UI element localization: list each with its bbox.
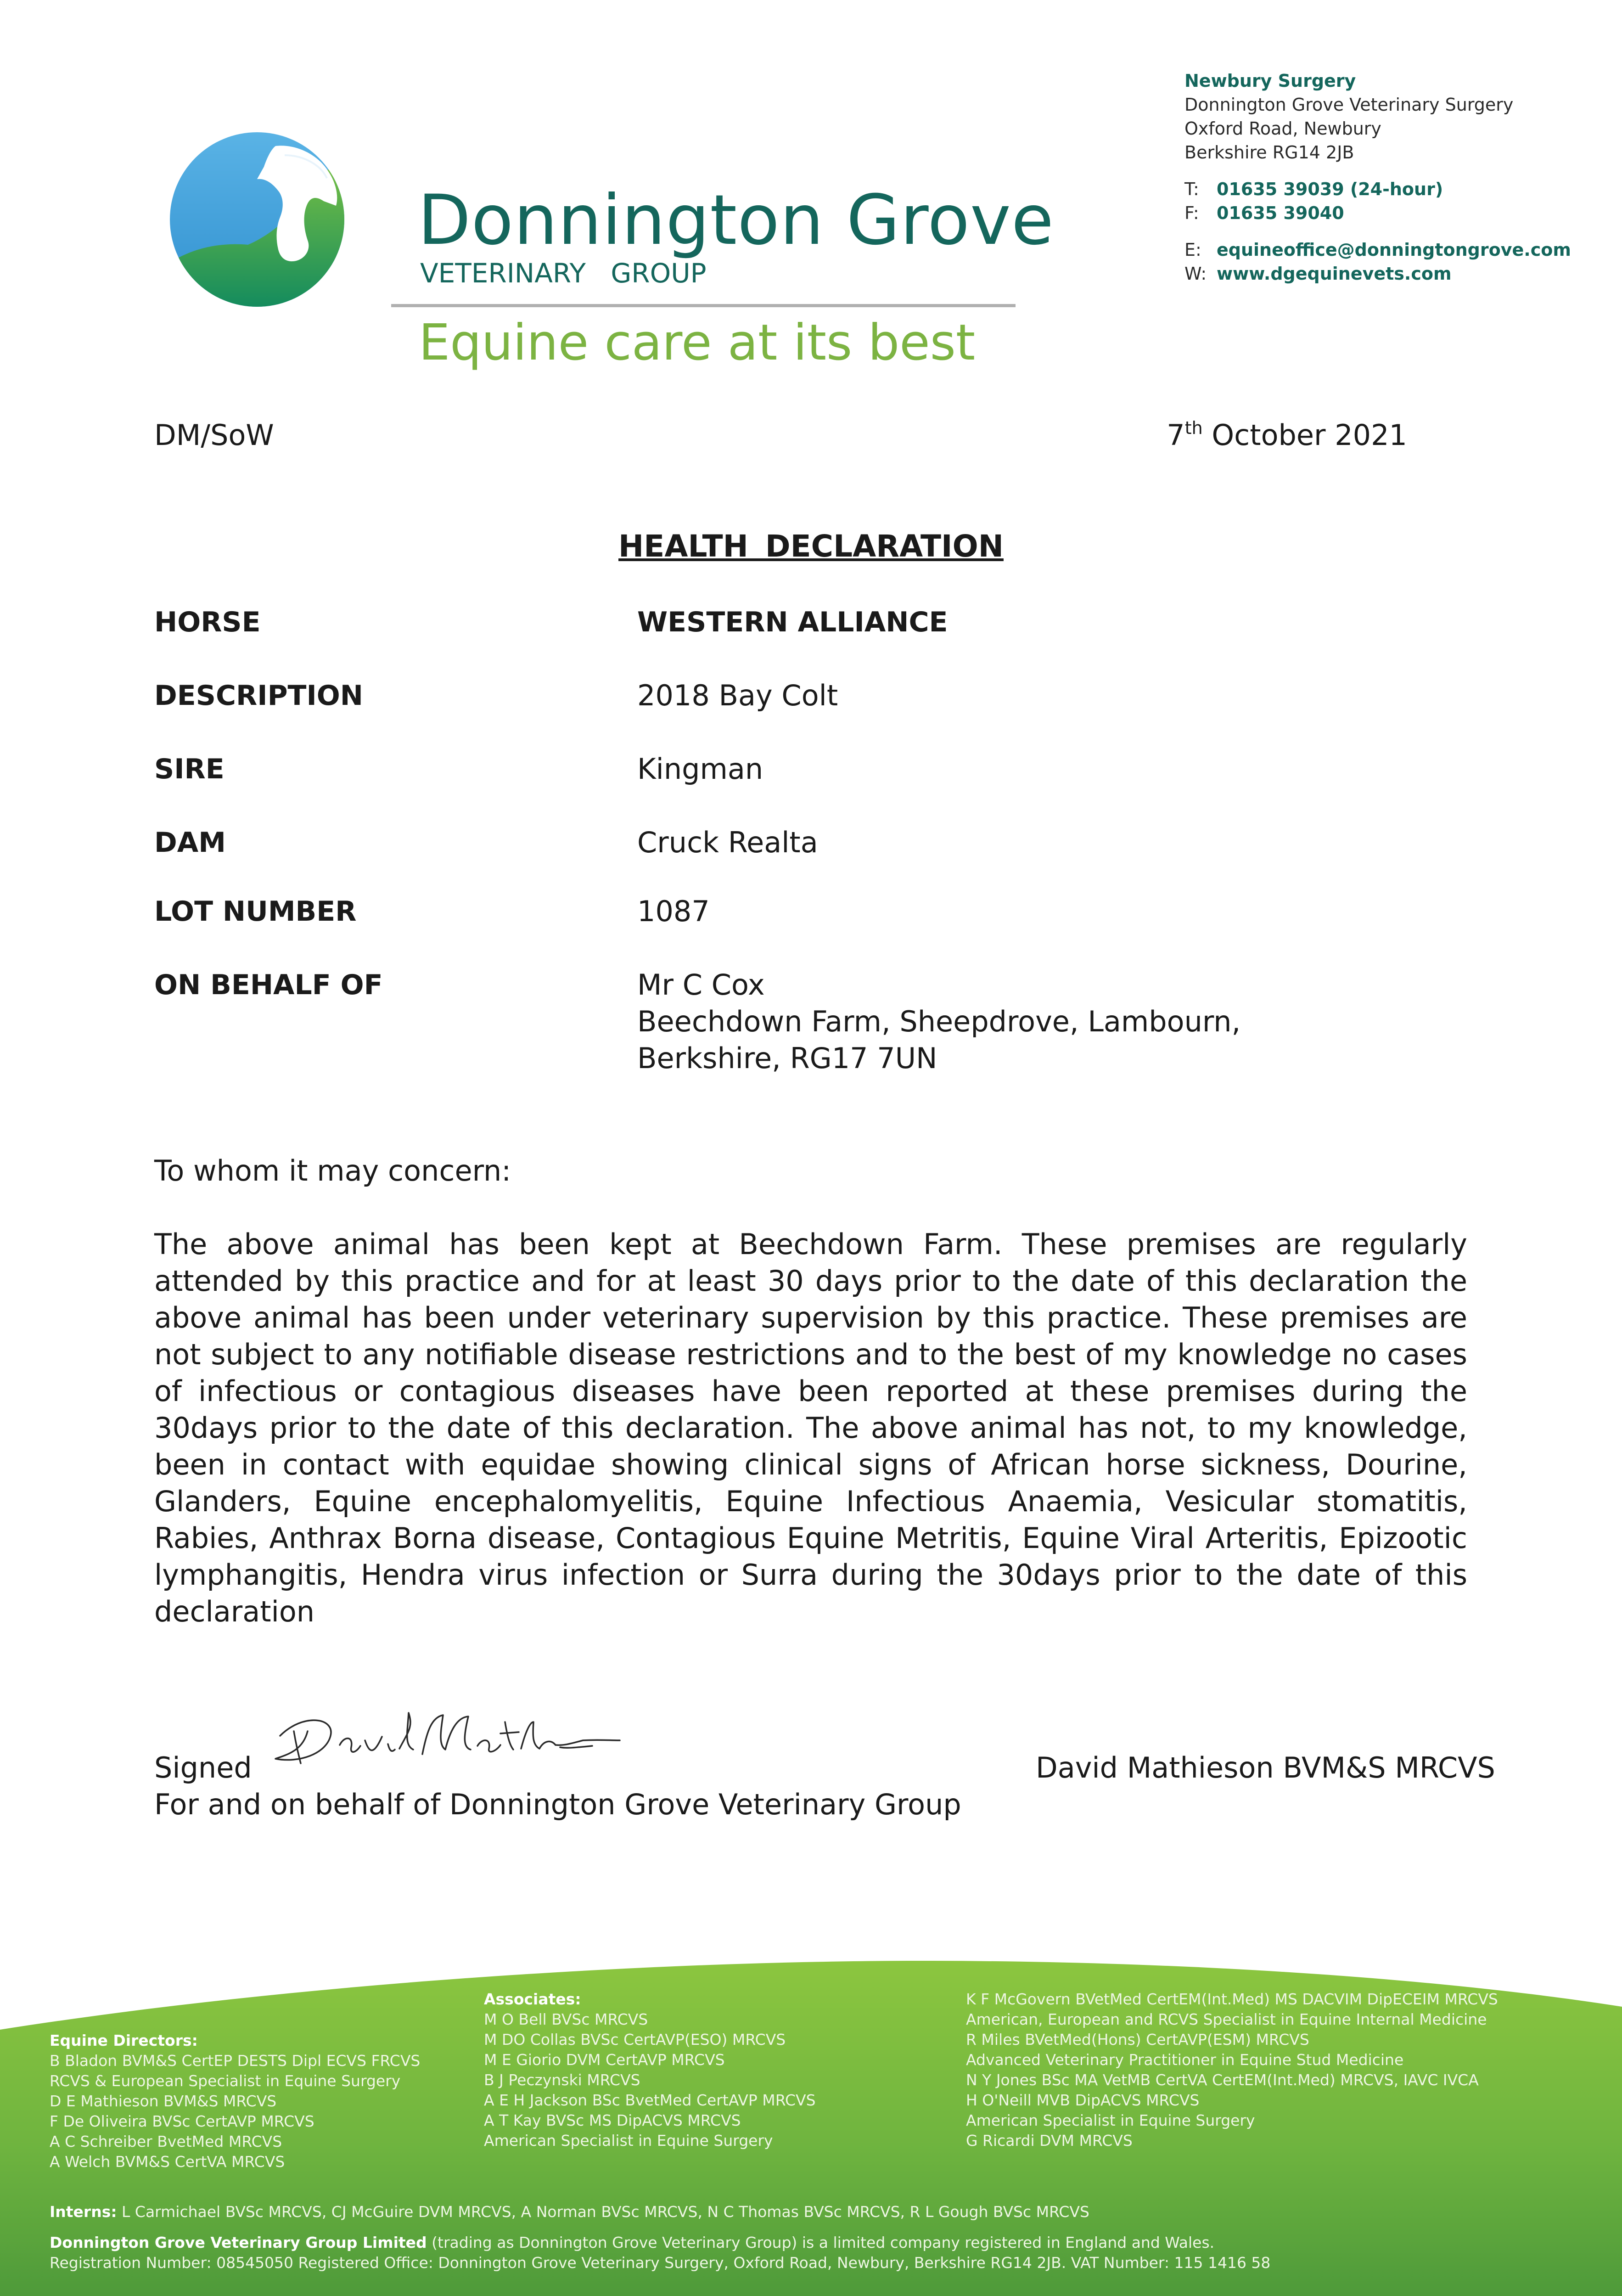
date-suffix: th <box>1184 418 1203 438</box>
contact-block <box>1184 69 1571 286</box>
date-month-year: October 2021 <box>1202 418 1407 452</box>
associate-entry: A T Kay BVSc MS DipACVS MRCVS <box>484 2111 741 2129</box>
telephone-row <box>1184 177 1571 201</box>
surgery-name: Newbury Surgery <box>1184 71 1356 91</box>
associate-entry: K F McGovern BVetMed CertEM(Int.Med) MS DACVIM DipECEIM MRCVS <box>966 1990 1498 2008</box>
horse-name: WESTERN ALLIANCE <box>637 606 948 638</box>
associate-entry: American, European and RCVS Specialist in Equine Internal Medicine <box>966 2010 1487 2028</box>
web-label: W: <box>1184 264 1207 284</box>
associate-entry: G Ricardi DVM MRCVS <box>966 2132 1133 2150</box>
directors-list <box>50 2031 420 2172</box>
brand-tagline: Equine care at its best <box>419 314 976 371</box>
telephone-label: T: <box>1184 179 1199 199</box>
on-behalf-line: For and on behalf of Donnington Grove Veterinary Group <box>154 1788 961 1821</box>
brand-name: Donnington Grove <box>418 180 1055 260</box>
brand-divider <box>391 304 1016 307</box>
sire-name: Kingman <box>637 752 763 786</box>
associates-list-continued <box>966 1989 1498 2151</box>
brand-subtitle-text: VETERINARY GROUP <box>420 258 707 289</box>
email-row <box>1184 238 1571 262</box>
signatory-name: David Mathieson BVM&S MRCVS <box>1036 1751 1495 1784</box>
dam-name: Cruck Realta <box>637 826 818 859</box>
horse-label: HORSE <box>154 606 261 638</box>
owner-address-line: Berkshire, RG17 7UN <box>637 1041 937 1075</box>
company-line <box>50 2233 1270 2253</box>
description-label: DESCRIPTION <box>154 680 364 712</box>
associate-entry: M DO Collas BVSc CertAVP(ESO) MRCVS <box>484 2031 786 2048</box>
associate-entry: American Specialist in Equine Surgery <box>966 2111 1255 2129</box>
company-info <box>50 2233 1270 2273</box>
brand-subtitle <box>420 257 707 289</box>
associate-entry: M O Bell BVSc MRCVS <box>484 2010 648 2028</box>
owner-name: Mr C Cox <box>637 968 765 1002</box>
interns-list: L Carmichael BVSc MRCVS, CJ McGuire DVM MRCVS, A Norman BVSc MRCVS, N C Thomas BVSc MRCVS, R L Gough BVSc MRCVS <box>117 2203 1089 2221</box>
salutation: To whom it may concern: <box>154 1154 511 1187</box>
interns-line <box>50 2202 1089 2222</box>
letter-date <box>1167 417 1407 454</box>
fax-number: 01635 39040 <box>1217 203 1344 223</box>
associate-entry: B J Peczynski MRCVS <box>484 2071 640 2089</box>
director-entry: A C Schreiber BvetMed MRCVS <box>50 2133 282 2150</box>
dam-label: DAM <box>154 827 226 859</box>
document-title: HEALTH DECLARATION <box>618 529 1004 564</box>
lot-number: 1087 <box>637 895 710 928</box>
signed-label: Signed <box>154 1751 252 1784</box>
associate-entry: N Y Jones BSc MA VetMB CertVA CertEM(Int.Med) MRCVS, IAVC IVCA <box>966 2071 1479 2089</box>
director-entry: F De Oliveira BVSc CertAVP MRCVS <box>50 2112 314 2130</box>
associates-heading: Associates: <box>484 1990 581 2008</box>
date-day: 7 <box>1167 418 1185 452</box>
sire-label: SIRE <box>154 753 224 785</box>
telephone-number[interactable]: 01635 39039 (24-hour) <box>1217 179 1443 199</box>
associate-entry: R Miles BVetMed(Hons) CertAVP(ESM) MRCVS <box>966 2031 1309 2048</box>
surgery-address-line: Donnington Grove Veterinary Surgery <box>1184 95 1514 115</box>
director-entry: D E Mathieson BVM&S MRCVS <box>50 2092 277 2110</box>
associate-entry: A E H Jackson BSc BvetMed CertAVP MRCVS <box>484 2091 816 2109</box>
email-label: E: <box>1184 240 1201 260</box>
director-entry: RCVS & European Specialist in Equine Surgery <box>50 2072 401 2090</box>
interns-heading: Interns: <box>50 2203 117 2221</box>
directors-heading: Equine Directors: <box>50 2032 198 2049</box>
horse-description: 2018 Bay Colt <box>637 679 838 712</box>
associate-entry: H O'Neill MVB DipACVS MRCVS <box>966 2091 1200 2109</box>
surgery-address-line: Oxford Road, Newbury <box>1184 118 1381 139</box>
registration-line: Registration Number: 08545050 Registered Office: Donnington Grove Veterinary Surgery, Oxford Road, Newbury, Berkshire RG14 2JB. VAT Number: 115 1416 58 <box>50 2254 1271 2272</box>
director-entry: B Bladon BVM&S CertEP DESTS Dipl ECVS FRCVS <box>50 2052 421 2070</box>
company-name: Donnington Grove Veterinary Group Limited <box>50 2234 427 2251</box>
owner-address-line: Beechdown Farm, Sheepdrove, Lambourn, <box>637 1005 1241 1038</box>
company-description: (trading as Donnington Grove Veterinary Group) is a limited company registered in England and Wales. <box>427 2234 1215 2251</box>
website-link[interactable]: www.dgequinevets.com <box>1217 264 1452 284</box>
associate-entry: M E Giorio DVM CertAVP MRCVS <box>484 2051 725 2069</box>
surgery-address-line: Berkshire RG14 2JB <box>1184 142 1354 163</box>
email-link[interactable]: equineoffice@donningtongrove.com <box>1217 240 1571 260</box>
fax-row <box>1184 201 1571 225</box>
associates-list <box>484 1989 816 2151</box>
practice-logo-icon <box>165 128 349 311</box>
director-entry: A Welch BVM&S CertVA MRCVS <box>50 2153 285 2171</box>
on-behalf-of-label: ON BEHALF OF <box>154 969 383 1001</box>
associate-entry: American Specialist in Equine Surgery <box>484 2132 773 2150</box>
lot-number-label: LOT NUMBER <box>154 895 357 928</box>
fax-label: F: <box>1184 203 1199 223</box>
declaration-paragraph: The above animal has been kept at Beechdown Farm. These premises are regularly attended by this practice and for at least 30 days prior to the date of this declaration the above animal has been under veterinary supervision by this practice. These premises are not subject to any notifiable disease restrictions and to the best of my knowledge no cases of infectious or contagious diseases have been reported at these premises during the 30days prior to the date of this declaration. The above animal has not, to my knowledge, been in contact with equidae showing clinical signs of African horse sickness, Dourine, Glanders, Equine encephalomyelitis, Equine Infectious Anaemia, Vesicular stomatitis, Rabies, Anthrax Borna disease, Contagious Equine Metritis, Equine Viral Arteritis, Epizootic lymphangitis, Hendra virus infection or Surra during the 30days prior to the date of this declaration <box>154 1227 1467 1628</box>
web-row <box>1184 262 1571 286</box>
associate-entry: Advanced Veterinary Practitioner in Equine Stud Medicine <box>966 2051 1404 2069</box>
letter-reference: DM/SoW <box>154 418 274 452</box>
handwritten-signature <box>262 1704 624 1777</box>
